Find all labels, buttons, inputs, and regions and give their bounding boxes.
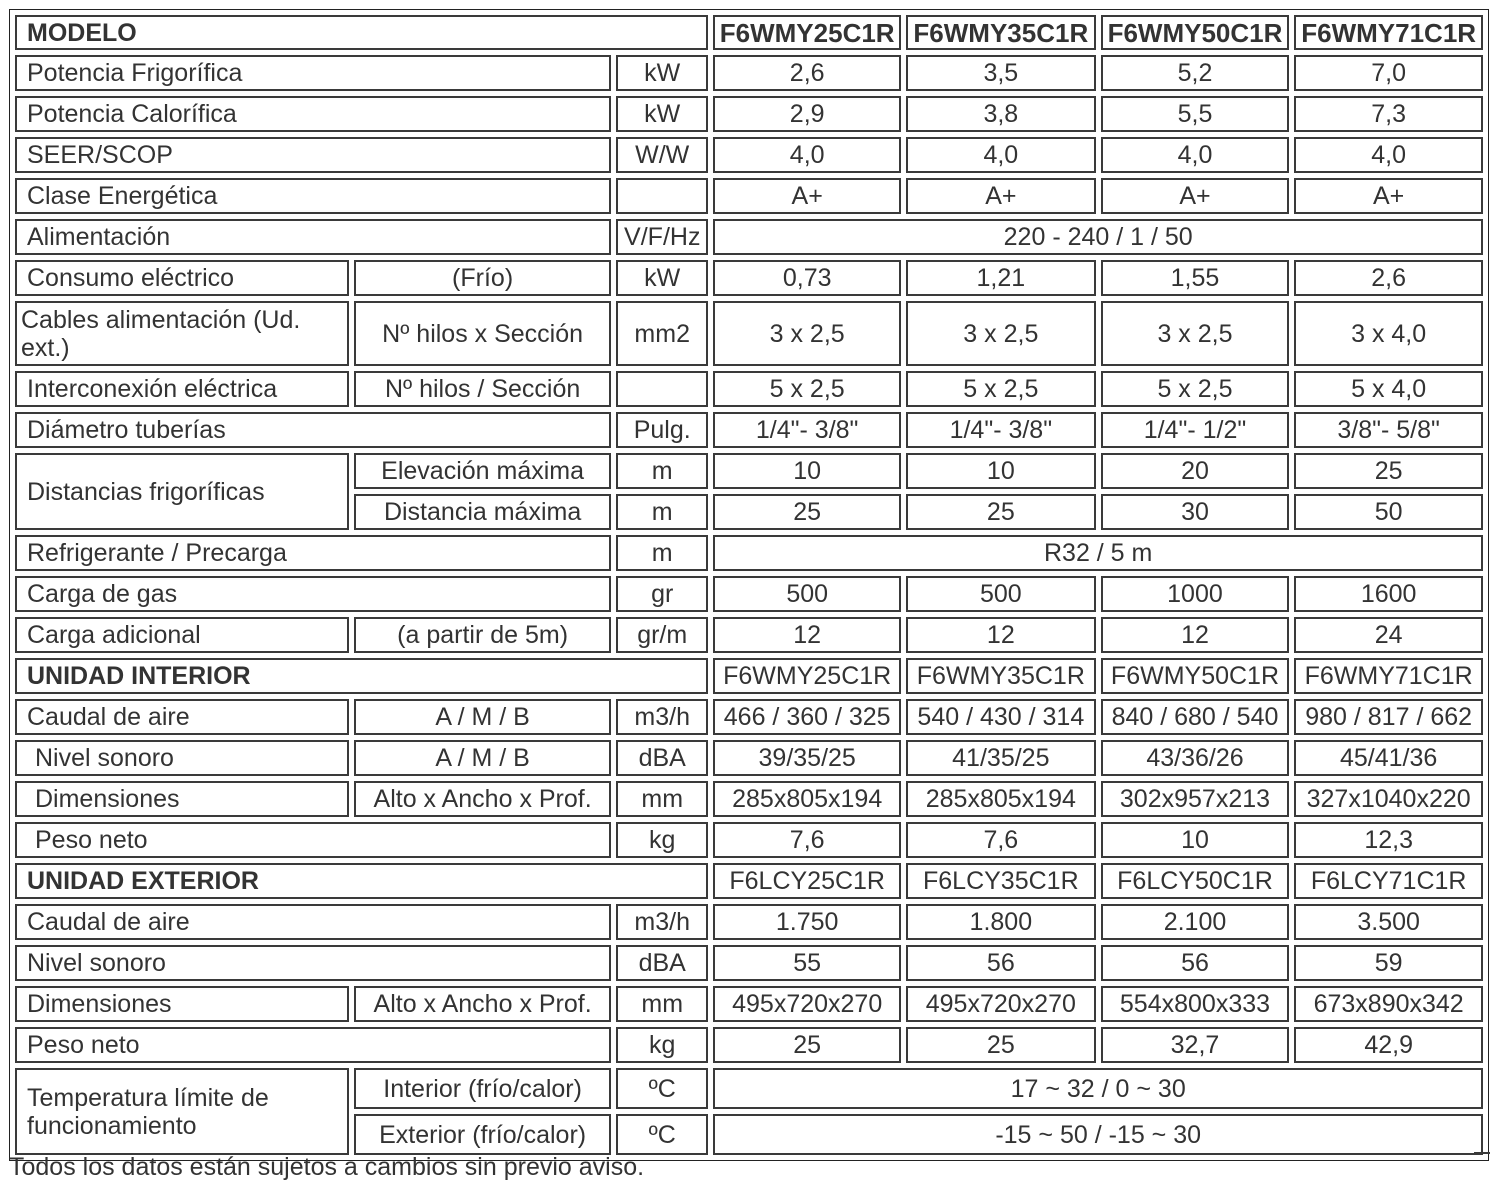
table-row: [15, 945, 1483, 981]
row-sublabel: (Frío): [354, 260, 611, 296]
section-title-interior: UNIDAD INTERIOR: [15, 658, 708, 694]
model-name: F6LCY35C1R: [906, 863, 1096, 899]
cell-value: A+: [1294, 178, 1483, 214]
row-label: Clase Energética: [15, 178, 611, 214]
cell-value: 3.500: [1294, 904, 1483, 940]
merged-value: 220 - 240 / 1 / 50: [713, 219, 1483, 255]
cell-value: 1/4"- 3/8": [906, 412, 1096, 448]
cell-value: 39/35/25: [713, 740, 901, 776]
cell-value: 285x805x194: [906, 781, 1096, 817]
table-row: [15, 371, 1483, 407]
cell-value: 1600: [1294, 576, 1483, 612]
table-row: [15, 617, 1483, 653]
cell-value: A+: [1101, 178, 1290, 214]
row-sublabel: Nº hilos / Sección: [354, 371, 611, 407]
cell-value: A+: [713, 178, 901, 214]
cell-value: 24: [1294, 617, 1483, 653]
row-label: Diámetro tuberías: [15, 412, 611, 448]
table-row: [15, 535, 1483, 571]
spec-table: [9, 9, 1489, 1161]
cell-value: A+: [906, 178, 1096, 214]
cell-value: 2,9: [713, 96, 901, 132]
cell-value: 4,0: [1101, 137, 1290, 173]
merged-value: 17 ~ 32 / 0 ~ 30: [713, 1068, 1483, 1109]
merged-value: R32 / 5 m: [713, 535, 1483, 571]
model-name: F6WMY25C1R: [713, 658, 901, 694]
row-sublabel: Exterior (frío/calor): [354, 1114, 611, 1155]
cell-value: 3,8: [906, 96, 1096, 132]
cell-value: 1.750: [713, 904, 901, 940]
row-label: Temperatura límite de funcionamiento: [15, 1068, 349, 1155]
row-label: Alimentación: [15, 219, 611, 255]
model-name: F6WMY25C1R: [713, 15, 901, 50]
row-unit: W/W: [616, 137, 708, 173]
cell-value: 12: [906, 617, 1096, 653]
model-name: F6WMY50C1R: [1101, 15, 1290, 50]
row-label: Dimensiones: [15, 986, 349, 1022]
cell-value: 32,7: [1101, 1027, 1290, 1063]
table-row: [15, 904, 1483, 940]
row-label: Nivel sonoro: [15, 740, 349, 776]
table-row: [15, 137, 1483, 173]
cell-value: 1,55: [1101, 260, 1290, 296]
model-name: F6WMY35C1R: [906, 658, 1096, 694]
cell-value: 5 x 2,5: [713, 371, 901, 407]
row-unit: dBA: [616, 945, 708, 981]
cell-value: 30: [1101, 494, 1290, 530]
table-row: [15, 1027, 1483, 1063]
row-label: Peso neto: [15, 822, 611, 858]
cell-value: 2,6: [713, 55, 901, 91]
cell-value: 10: [1101, 822, 1290, 858]
row-unit: mm2: [616, 301, 708, 366]
table-row: [15, 1068, 1483, 1109]
cell-value: 43/36/26: [1101, 740, 1290, 776]
row-unit: m3/h: [616, 699, 708, 735]
cell-value: 285x805x194: [713, 781, 901, 817]
table-row: [15, 781, 1483, 817]
row-sublabel: Alto x Ancho x Prof.: [354, 986, 611, 1022]
row-unit: kg: [616, 822, 708, 858]
table-row: [15, 178, 1483, 214]
row-label: Peso neto: [15, 1027, 611, 1063]
row-unit: kW: [616, 260, 708, 296]
cell-value: 50: [1294, 494, 1483, 530]
section-header-row: [15, 863, 1483, 899]
row-label: Carga adicional: [15, 617, 349, 653]
row-label: SEER/SCOP: [15, 137, 611, 173]
cell-value: 3/8"- 5/8": [1294, 412, 1483, 448]
cell-value: 7,0: [1294, 55, 1483, 91]
cell-value: 0,73: [713, 260, 901, 296]
cell-value: 5 x 2,5: [1101, 371, 1290, 407]
cell-value: 554x800x333: [1101, 986, 1290, 1022]
model-name: F6LCY25C1R: [713, 863, 901, 899]
table-row: [15, 576, 1483, 612]
table-row: [15, 986, 1483, 1022]
cell-value: 25: [713, 494, 901, 530]
cell-value: 12: [1101, 617, 1290, 653]
row-unit: ºC: [616, 1068, 708, 1109]
row-sublabel: (a partir de 5m): [354, 617, 611, 653]
row-label: Refrigerante / Precarga: [15, 535, 611, 571]
row-label: Consumo eléctrico: [15, 260, 349, 296]
cell-value: 3 x 2,5: [1101, 301, 1290, 366]
row-unit: kg: [616, 1027, 708, 1063]
row-label: Dimensiones: [15, 781, 349, 817]
row-unit: mm: [616, 986, 708, 1022]
row-unit: Pulg.: [616, 412, 708, 448]
cell-value: 500: [906, 576, 1096, 612]
table-row: [15, 301, 1483, 366]
row-unit: [616, 178, 708, 214]
cell-value: 5 x 4,0: [1294, 371, 1483, 407]
row-label: Distancias frigoríficas: [15, 453, 349, 530]
cell-value: 2.100: [1101, 904, 1290, 940]
row-label: Caudal de aire: [15, 904, 611, 940]
cell-value: 45/41/36: [1294, 740, 1483, 776]
row-sublabel: Alto x Ancho x Prof.: [354, 781, 611, 817]
section-title-modelo: MODELO: [15, 15, 708, 50]
merged-value: -15 ~ 50 / -15 ~ 30: [713, 1114, 1483, 1155]
cell-value: 466 / 360 / 325: [713, 699, 901, 735]
model-name: F6WMY71C1R: [1294, 658, 1483, 694]
table-row: [15, 55, 1483, 91]
row-sublabel: Elevación máxima: [354, 453, 611, 489]
row-unit: m: [616, 494, 708, 530]
cell-value: 495x720x270: [713, 986, 901, 1022]
cell-value: 2,6: [1294, 260, 1483, 296]
cell-value: 56: [1101, 945, 1290, 981]
cell-value: 59: [1294, 945, 1483, 981]
cell-value: 4,0: [713, 137, 901, 173]
cell-value: 25: [906, 1027, 1096, 1063]
row-unit: [616, 371, 708, 407]
cell-value: 25: [906, 494, 1096, 530]
cell-value: 55: [713, 945, 901, 981]
cell-value: 3 x 2,5: [906, 301, 1096, 366]
cell-value: 840 / 680 / 540: [1101, 699, 1290, 735]
model-name: F6WMY50C1R: [1101, 658, 1290, 694]
model-header-row: [15, 15, 1483, 50]
row-unit: gr: [616, 576, 708, 612]
row-sublabel: A / M / B: [354, 699, 611, 735]
cell-value: 12: [713, 617, 901, 653]
table-row: [15, 822, 1483, 858]
row-label: Carga de gas: [15, 576, 611, 612]
section-title-exterior: UNIDAD EXTERIOR: [15, 863, 708, 899]
row-unit: kW: [616, 55, 708, 91]
cell-value: 980 / 817 / 662: [1294, 699, 1483, 735]
cell-value: 12,3: [1294, 822, 1483, 858]
row-unit: ºC: [616, 1114, 708, 1155]
cell-value: 7,6: [906, 822, 1096, 858]
cell-value: 7,6: [713, 822, 901, 858]
footnote: Todos los datos están sujetos a cambios sin previo aviso.: [9, 1153, 645, 1181]
cell-value: 1000: [1101, 576, 1290, 612]
cell-value: 1/4"- 1/2": [1101, 412, 1290, 448]
row-unit: dBA: [616, 740, 708, 776]
cell-value: 673x890x342: [1294, 986, 1483, 1022]
table-row: [15, 412, 1483, 448]
cell-value: 56: [906, 945, 1096, 981]
row-unit: gr/m: [616, 617, 708, 653]
row-label: Interconexión eléctrica: [15, 371, 349, 407]
cell-value: 302x957x213: [1101, 781, 1290, 817]
row-label: Potencia Calorífica: [15, 96, 611, 132]
cell-value: 3,5: [906, 55, 1096, 91]
row-unit: m: [616, 453, 708, 489]
row-sublabel: Nº hilos x Sección: [354, 301, 611, 366]
table-row: [15, 699, 1483, 735]
cell-value: 540 / 430 / 314: [906, 699, 1096, 735]
row-label: Potencia Frigorífica: [15, 55, 611, 91]
cell-value: 7,3: [1294, 96, 1483, 132]
table-corner-line: [1474, 1152, 1490, 1154]
cell-value: 4,0: [1294, 137, 1483, 173]
row-sublabel: A / M / B: [354, 740, 611, 776]
model-name: F6LCY71C1R: [1294, 863, 1483, 899]
row-unit: kW: [616, 96, 708, 132]
row-sublabel: Distancia máxima: [354, 494, 611, 530]
cell-value: 1.800: [906, 904, 1096, 940]
table-row: [15, 219, 1483, 255]
cell-value: 5 x 2,5: [906, 371, 1096, 407]
row-label: Nivel sonoro: [15, 945, 611, 981]
model-name: F6WMY35C1R: [906, 15, 1096, 50]
model-name: F6WMY71C1R: [1294, 15, 1483, 50]
table-row: [15, 96, 1483, 132]
row-unit: m3/h: [616, 904, 708, 940]
cell-value: 10: [713, 453, 901, 489]
row-sublabel: Interior (frío/calor): [354, 1068, 611, 1109]
table-row: [15, 260, 1483, 296]
row-label: Cables alimentación (Ud. ext.): [15, 301, 349, 366]
model-name: F6LCY50C1R: [1101, 863, 1290, 899]
cell-value: 327x1040x220: [1294, 781, 1483, 817]
cell-value: 25: [1294, 453, 1483, 489]
cell-value: 41/35/25: [906, 740, 1096, 776]
cell-value: 20: [1101, 453, 1290, 489]
table-row: [15, 740, 1483, 776]
cell-value: 5,2: [1101, 55, 1290, 91]
row-label: Caudal de aire: [15, 699, 349, 735]
row-unit: m: [616, 535, 708, 571]
cell-value: 500: [713, 576, 901, 612]
cell-value: 1/4"- 3/8": [713, 412, 901, 448]
cell-value: 5,5: [1101, 96, 1290, 132]
cell-value: 4,0: [906, 137, 1096, 173]
cell-value: 495x720x270: [906, 986, 1096, 1022]
table-row: [15, 453, 1483, 489]
cell-value: 3 x 4,0: [1294, 301, 1483, 366]
cell-value: 1,21: [906, 260, 1096, 296]
row-unit: mm: [616, 781, 708, 817]
cell-value: 3 x 2,5: [713, 301, 901, 366]
section-header-row: [15, 658, 1483, 694]
cell-value: 25: [713, 1027, 901, 1063]
cell-value: 42,9: [1294, 1027, 1483, 1063]
cell-value: 10: [906, 453, 1096, 489]
row-unit: V/F/Hz: [616, 219, 708, 255]
